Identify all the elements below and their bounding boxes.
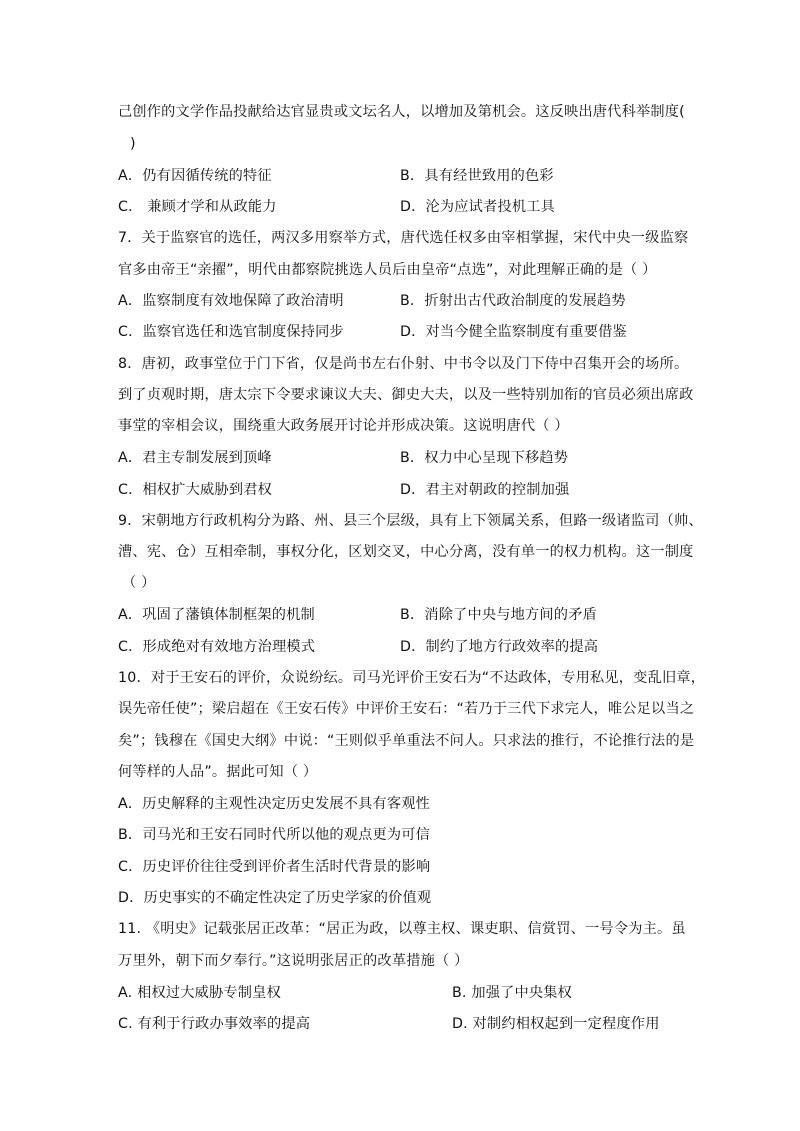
q11-option-b: B. 加强了中央集权 [452,985,573,1001]
q6-option-b: B．具有经世致用的色彩 [400,168,554,184]
q11-option-a: A. 相权过大威胁专制皇权 [118,985,281,1001]
q10-stem-line4: 何等样的人品”。据此可知（ ） [118,764,318,780]
q11-option-d: D. 对制约相权起到一定程度作用 [452,1016,660,1032]
q8-option-d: D．君主对朝政的控制加强 [400,482,570,498]
q10-option-a: A．历史解释的主观性决定历史发展不具有客观性 [118,796,431,812]
q6-option-d: D．沦为应试者投机工具 [400,199,556,215]
q10-stem-line3: 矣”；钱穆在《国史大纲》中说：“王则似乎单重法不问人。只求法的推行，不论推行法的是 [118,733,695,749]
q10-option-d: D．历史事实的不确定性决定了历史学家的价值观 [118,890,432,906]
q9-stem-line3: （ ） [122,575,156,591]
q6-option-c: C． 兼顾才学和从政能力 [118,199,277,215]
q6-stem-line1: 己创作的文学作品投献给达官显贵或文坛名人，以增加及第机会。这反映出唐代科举制度( [118,104,685,120]
q11-stem-line2: 万里外，朝下而夕奉行。”这说明张居正的改革措施（ ） [118,953,469,969]
q9-option-b: B．消除了中央与地方间的矛盾 [400,607,597,623]
q9-option-a: A．巩固了藩镇体制框架的机制 [118,607,315,623]
q7-option-c: C．监察官选任和选官制度保持同步 [118,324,344,340]
q8-option-c: C．相权扩大威胁到君权 [118,482,272,498]
q9-stem-line2: 漕、宪、仓）互相牵制，事权分化，区划交叉，中心分离，没有单一的权力机构。这一制度 [118,544,694,560]
q9-option-d: D．制约了地方行政效率的提高 [400,639,599,655]
q8-stem-line2: 到了贞观时期，唐太宗下令要求谏议大夫、御史大夫，以及一些特别加衔的官员必须出席政 [118,387,694,403]
q9-stem-line1: 9．宋朝地方行政机构分为路、州、县三个层级，具有上下领属关系，但路一级诸监司（帅、 [118,513,703,529]
q10-stem-line2: 误先帝任使”；梁启超在《王安石传》中评价王安石：“若乃于三代下求完人，唯公足以当之 [118,701,695,717]
q7-option-d: D．对当今健全监察制度有重要借鉴 [400,324,627,340]
q8-stem-line1: 8．唐初，政事堂位于门下省，仅是尚书左右仆射、中书令以及门下侍中召集开会的场所。 [118,356,689,372]
q7-stem-line1: 7．关于监察官的选任，两汉多用察举方式，唐代选任权多由宰相掌握，宋代中央一级监察 [118,230,689,246]
q7-stem-line2: 官多由帝王“亲擢”，明代由都察院挑选人员后由皇帝“点选”，对此理解正确的是（ ） [118,262,657,278]
q6-option-a: A．仍有因循传统的特征 [118,168,272,184]
q10-option-b: B．司马光和王安石同时代所以他的观点更为可信 [118,827,431,843]
q11-stem-line1: 11. 《明史》记载张居正改革：“居正为政，以尊主权、课吏职、信赏罚、一号令为主。虽 [118,921,686,937]
q11-option-c: C. 有利于行政办事效率的提高 [118,1016,311,1032]
q8-option-a: A．君主专制发展到顶峰 [118,450,272,466]
q10-stem-line1: 10．对于王安石的评价，众说纷纭。司马光评价王安石为“不达政体，专用私见，变乱旧章， [118,670,706,686]
q8-stem-line3: 事堂的宰相会议，围绕重大政务展开讨论并形成决策。这说明唐代（ ） [118,418,569,434]
q10-option-c: C．历史评价往往受到评价者生活时代背景的影响 [118,859,431,875]
q7-option-b: B．折射出古代政治制度的发展趋势 [400,293,626,309]
q6-stem-line2: ) [130,136,136,152]
q8-option-b: B．权力中心呈现下移趋势 [400,450,569,466]
q7-option-a: A．监察制度有效地保障了政治清明 [118,293,344,309]
q9-option-c: C．形成绝对有效地方治理模式 [118,639,316,655]
